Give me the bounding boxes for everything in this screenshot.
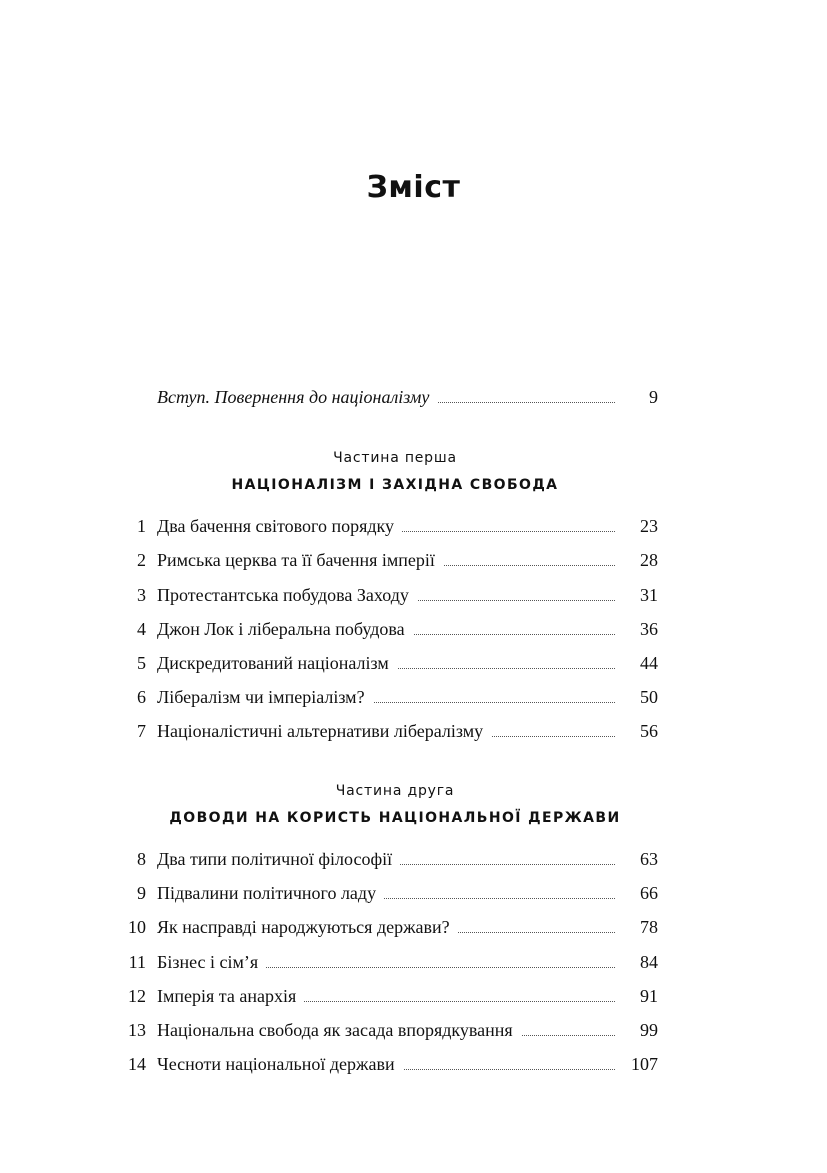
toc-entry[interactable] [110,716,660,746]
entry-label: Підвалини політичного ладу [157,878,384,908]
entry-label: Вступ. Повернення до націоналізму [157,382,437,412]
chapter-number: 7 [137,721,146,741]
entry-page: 84 [640,952,658,972]
entry-label: Протестантська побудова Заходу [157,580,417,610]
toc-entry[interactable] [110,844,660,874]
entry-page: 50 [640,687,658,707]
part-label: Частина друга [335,783,455,799]
chapter-number: 14 [128,1054,146,1074]
entry-page: 44 [640,653,658,673]
entry-page: 78 [640,917,658,937]
part-label: Частина перша [333,450,457,466]
entry-label: Джон Лок і ліберальна побудова [157,614,413,644]
chapter-number: 8 [137,849,146,869]
chapter-number: 3 [137,585,146,605]
entry-page: 31 [640,585,658,605]
entry-label: Два бачення світового порядку [157,511,402,541]
part-title: ДОВОДИ НА КОРИСТЬ НАЦІОНАЛЬНОЇ ДЕРЖАВИ [169,810,621,826]
entry-page: 36 [640,619,658,639]
entry-page: 28 [640,550,658,570]
entry-label: Лібералізм чи імперіалізм? [157,682,373,712]
chapter-number: 2 [137,550,146,570]
entry-page: 56 [640,721,658,741]
chapter-number: 13 [128,1020,146,1040]
part-title: НАЦІОНАЛІЗМ І ЗАХІДНА СВОБОДА [231,477,559,493]
chapter-number: 9 [137,883,146,903]
entry-page: 107 [631,1054,658,1074]
chapter-number: 5 [137,653,146,673]
entry-label: Чесноти національної держави [157,1049,403,1079]
toc-entry[interactable] [110,981,660,1011]
chapter-number: 12 [128,986,146,1006]
toc-entry[interactable] [110,878,660,908]
toc-entry[interactable] [110,545,660,575]
chapter-number: 1 [137,516,146,536]
toc-entry[interactable] [110,1015,660,1045]
entry-page: 66 [640,883,658,903]
entry-label: Як насправді народжуються держави? [157,912,458,942]
toc-entry-intro[interactable] [110,382,660,412]
entry-label: Римська церква та її бачення імперії [157,545,443,575]
entry-label: Національна свобода як засада впорядкування [157,1015,521,1045]
chapter-number: 10 [128,917,146,937]
chapter-number: 11 [128,952,146,972]
toc-entry[interactable] [110,511,660,541]
toc-entry[interactable] [110,580,660,610]
entry-page: 63 [640,849,658,869]
entry-label: Бізнес і сім’я [157,947,266,977]
page-title: Зміст [366,170,461,205]
toc-entry[interactable] [110,1049,660,1079]
entry-page: 9 [649,387,658,407]
entry-label: Два типи політичної філософії [157,844,400,874]
chapter-number: 4 [137,619,146,639]
entry-page: 23 [640,516,658,536]
entry-label: Імперія та анархія [157,981,304,1011]
toc-entry[interactable] [110,682,660,712]
entry-label: Націоналістичні альтернативи лібералізму [157,716,491,746]
entry-page: 99 [640,1020,658,1040]
entry-label: Дискредитований націоналізм [157,648,397,678]
toc-entry[interactable] [110,947,660,977]
toc-entry[interactable] [110,614,660,644]
entry-page: 91 [640,986,658,1006]
chapter-number: 6 [137,687,146,707]
toc-entry[interactable] [110,648,660,678]
toc-entry[interactable] [110,912,660,942]
